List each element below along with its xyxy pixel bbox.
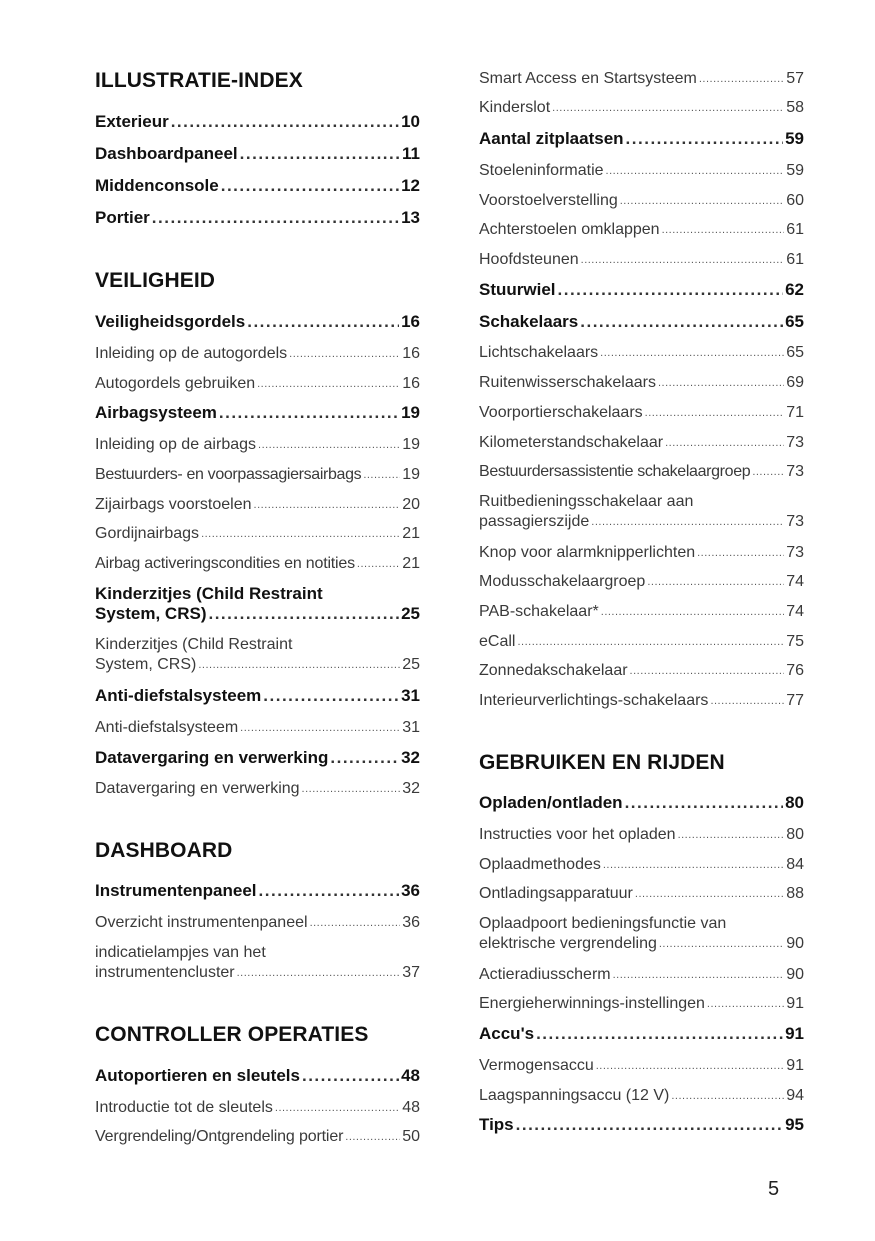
toc-entry-middenconsole[interactable]: Middenconsole ..... 12 xyxy=(95,176,420,196)
toc-entry-laagspanningsaccu[interactable]: Laagspanningsaccu (12 V) ..... 94 xyxy=(479,1086,804,1106)
toc-entry-pab-schakelaar[interactable]: PAB-schakelaar* ..... 74 xyxy=(479,602,804,622)
toc-entry-oplaadmethodes[interactable]: Oplaadmethodes ..... 84 xyxy=(479,855,804,875)
toc-entry-actieradiusscherm[interactable]: Actieradiusscherm ..... 90 xyxy=(479,965,804,985)
toc-entry-gordijnairbags[interactable]: Gordijnairbags ..... 21 xyxy=(95,524,420,544)
toc-entry-indicatielampjes[interactable]: indicatielampjes van het instrumentencluster ..... 37 xyxy=(95,943,420,983)
toc-entry-hoofdsteunen[interactable]: Hoofdsteunen ..... 61 xyxy=(479,250,804,270)
toc-entry-inleiding-autogordels[interactable]: Inleiding op de autogordels ..... 16 xyxy=(95,344,420,364)
toc-entry-zijairbags[interactable]: Zijairbags voorstoelen ..... 20 xyxy=(95,495,420,515)
toc-entry-instructies-opladen[interactable]: Instructies voor het opladen ..... 80 xyxy=(479,825,804,845)
toc-entry-inleiding-airbags[interactable]: Inleiding op de airbags ..... 19 xyxy=(95,435,420,455)
section-heading-veiligheid: VEILIGHEID xyxy=(95,269,216,292)
toc-entry-ontladingsapparatuur[interactable]: Ontladingsapparatuur ..... 88 xyxy=(479,884,804,904)
toc-entry-autogordels-gebruiken[interactable]: Autogordels gebruiken ..... 16 xyxy=(95,374,420,394)
page-number: 5 xyxy=(768,1178,780,1200)
toc-entry-airbag-activeringscondities[interactable]: Airbag activeringscondities en notities ..... 21 xyxy=(95,554,420,574)
toc-entry-kinderslot[interactable]: Kinderslot ..... 58 xyxy=(479,98,804,118)
toc-entry-interieurverlichting[interactable]: Interieurverlichtings-schakelaars ..... 77 xyxy=(479,691,804,711)
toc-entry-portier[interactable]: Portier ..... 13 xyxy=(95,208,420,228)
toc-entry-kinderzitjes[interactable]: Kinderzitjes (Child Restraint System, CRS) ..... 25 xyxy=(95,635,420,675)
toc-entry-lichtschakelaars[interactable]: Lichtschakelaars ..... 65 xyxy=(479,343,804,363)
toc-entry-modusschakelaargroep[interactable]: Modusschakelaargroep ..... 74 xyxy=(479,572,804,592)
toc-entry-accus[interactable]: Accu's ..... 91 xyxy=(479,1024,804,1044)
toc-entry-opladen-ontladen[interactable]: Opladen/ontladen ..... 80 xyxy=(479,793,804,813)
toc-entry-bestuurders-airbags[interactable]: Bestuurders- en voorpassagiersairbags ..... 19 xyxy=(95,465,420,485)
toc-entry-kilometerstandschakelaar[interactable]: Kilometerstandschakelaar ..... 73 xyxy=(479,433,804,453)
toc-entry-ruitenwisserschakelaars[interactable]: Ruitenwisserschakelaars ..... 69 xyxy=(479,373,804,393)
toc-entry-anti-diefstalsysteem-major[interactable]: Anti-diefstalsysteem ..... 31 xyxy=(95,686,420,706)
toc-entry-stoeleninformatie[interactable]: Stoeleninformatie ..... 59 xyxy=(479,161,804,181)
toc-entry-aantal-zitplaatsen[interactable]: Aantal zitplaatsen ..... 59 xyxy=(479,129,804,149)
toc-entry-tips[interactable]: Tips ..... 95 xyxy=(479,1115,804,1135)
section-heading-illustratie: ILLUSTRATIE-INDEX xyxy=(95,69,303,92)
toc-entry-voorstoelverstelling[interactable]: Voorstoelverstelling ..... 60 xyxy=(479,191,804,211)
toc-entry-veiligheidsgordels[interactable]: Veiligheidsgordels ..... 16 xyxy=(95,312,420,332)
toc-entry-ecall[interactable]: eCall ..... 75 xyxy=(479,632,804,652)
toc-entry-stuurwiel[interactable]: Stuurwiel ..... 62 xyxy=(479,280,804,300)
toc-entry-instrumentenpaneel[interactable]: Instrumentenpaneel ..... 36 xyxy=(95,881,420,901)
section-heading-rijden: GEBRUIKEN EN RIJDEN xyxy=(479,751,725,774)
toc-entry-oplaadpoort[interactable]: Oplaadpoort bedieningsfunctie van elektrische vergrendeling ..... 90 xyxy=(479,914,804,954)
toc-entry-introductie-sleutels[interactable]: Introductie tot de sleutels ..... 48 xyxy=(95,1098,420,1118)
toc-entry-autoportieren[interactable]: Autoportieren en sleutels ..... 48 xyxy=(95,1066,420,1086)
toc-entry-vergrendeling-portier[interactable]: Vergrendeling/Ontgrendeling portier ..... 50 xyxy=(95,1127,420,1147)
section-heading-dashboard: DASHBOARD xyxy=(95,839,233,862)
toc-entry-ruitbedieningsschakelaar[interactable]: Ruitbedieningsschakelaar aan passagierszijde ..... 73 xyxy=(479,492,804,532)
toc-entry-anti-diefstalsysteem[interactable]: Anti-diefstalsysteem ..... 31 xyxy=(95,718,420,738)
toc-entry-exterieur[interactable]: Exterieur ..... 10 xyxy=(95,112,420,132)
toc-entry-smart-access[interactable]: Smart Access en Startsysteem ..... 57 xyxy=(479,69,804,89)
toc-entry-zonnedakschakelaar[interactable]: Zonnedakschakelaar ..... 76 xyxy=(479,661,804,681)
toc-entry-energieherwinning[interactable]: Energieherwinnings-instellingen ..... 91 xyxy=(479,994,804,1014)
toc-entry-bestuurdersassistentie[interactable]: Bestuurdersassistentie schakelaargroep ..... 73 xyxy=(479,462,804,482)
toc-entry-vermogensaccu[interactable]: Vermogensaccu ..... 91 xyxy=(479,1056,804,1076)
toc-entry-datavergaring-major[interactable]: Datavergaring en verwerking ..... 32 xyxy=(95,748,420,768)
toc-entry-achterstoelen[interactable]: Achterstoelen omklappen ..... 61 xyxy=(479,220,804,240)
toc-entry-schakelaars[interactable]: Schakelaars ..... 65 xyxy=(479,312,804,332)
section-heading-controller: CONTROLLER OPERATIES xyxy=(95,1023,369,1046)
toc-entry-dashboardpaneel[interactable]: Dashboardpaneel ..... 11 xyxy=(95,144,420,164)
toc-entry-kinderzitjes-major[interactable]: Kinderzitjes (Child Restraint System, CRS) ..... 25 xyxy=(95,584,420,624)
toc-entry-datavergaring[interactable]: Datavergaring en verwerking ..... 32 xyxy=(95,779,420,799)
toc-entry-airbagsysteem[interactable]: Airbagsysteem ..... 19 xyxy=(95,403,420,423)
toc-entry-voorportierschakelaars[interactable]: Voorportierschakelaars ..... 71 xyxy=(479,403,804,423)
toc-entry-overzicht-instrumentenpaneel[interactable]: Overzicht instrumentenpaneel ..... 36 xyxy=(95,913,420,933)
toc-entry-alarmknipperlichten[interactable]: Knop voor alarmknipperlichten ..... 73 xyxy=(479,543,804,563)
